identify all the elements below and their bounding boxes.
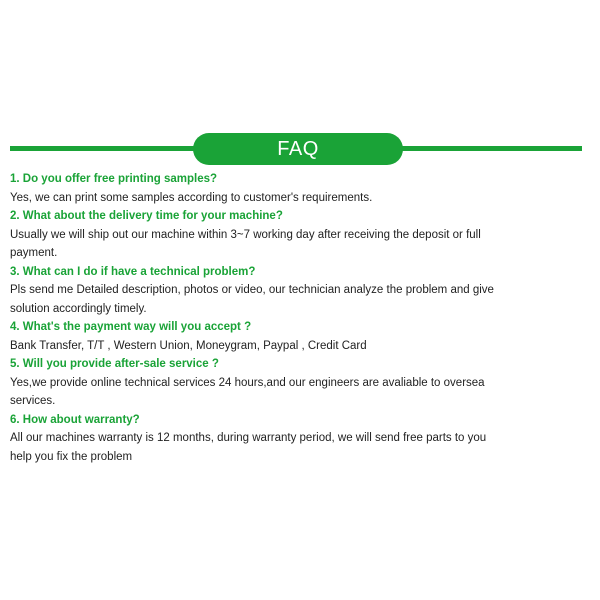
faq-list (10, 170, 510, 466)
faq-item (10, 411, 510, 467)
faq-answer: Yes, we can print some samples according to customer's requirements. (10, 191, 373, 204)
faq-question: 4. What's the payment way will you accept ? (10, 321, 252, 333)
faq-title: FAQ (277, 137, 319, 160)
faq-header (10, 133, 582, 165)
faq-answer: Usually we will ship out our machine within 3~7 working day after receiving the deposit or full payment. (10, 228, 481, 259)
faq-question: 1. Do you offer free printing samples? (10, 173, 218, 185)
faq-item (10, 207, 510, 263)
faq-item (10, 170, 510, 207)
faq-item (10, 355, 510, 411)
faq-item (10, 263, 510, 319)
faq-answer: Pls send me Detailed description, photos or video, our technician analyze the problem and give solution accordingly timely. (10, 284, 494, 315)
faq-title-pill (193, 133, 403, 165)
faq-item (10, 318, 510, 355)
faq-question: 6. How about warranty? (10, 413, 140, 426)
faq-answer: Yes,we provide online technical services 24 hours,and our engineers are avaliable to oversea services. (10, 376, 485, 407)
faq-question: 2. What about the delivery time for your machine? (10, 210, 283, 222)
faq-question: 5. Will you provide after-sale service ? (10, 358, 219, 370)
faq-answer: All our machines warranty is 12 months, during warranty period, we will send free parts to you help you fix the problem (10, 432, 487, 463)
faq-answer: Bank Transfer, T/T , Western Union, Moneygram, Paypal , Credit Card (10, 339, 367, 352)
faq-question: 3. What can I do if have a technical problem? (10, 265, 256, 278)
